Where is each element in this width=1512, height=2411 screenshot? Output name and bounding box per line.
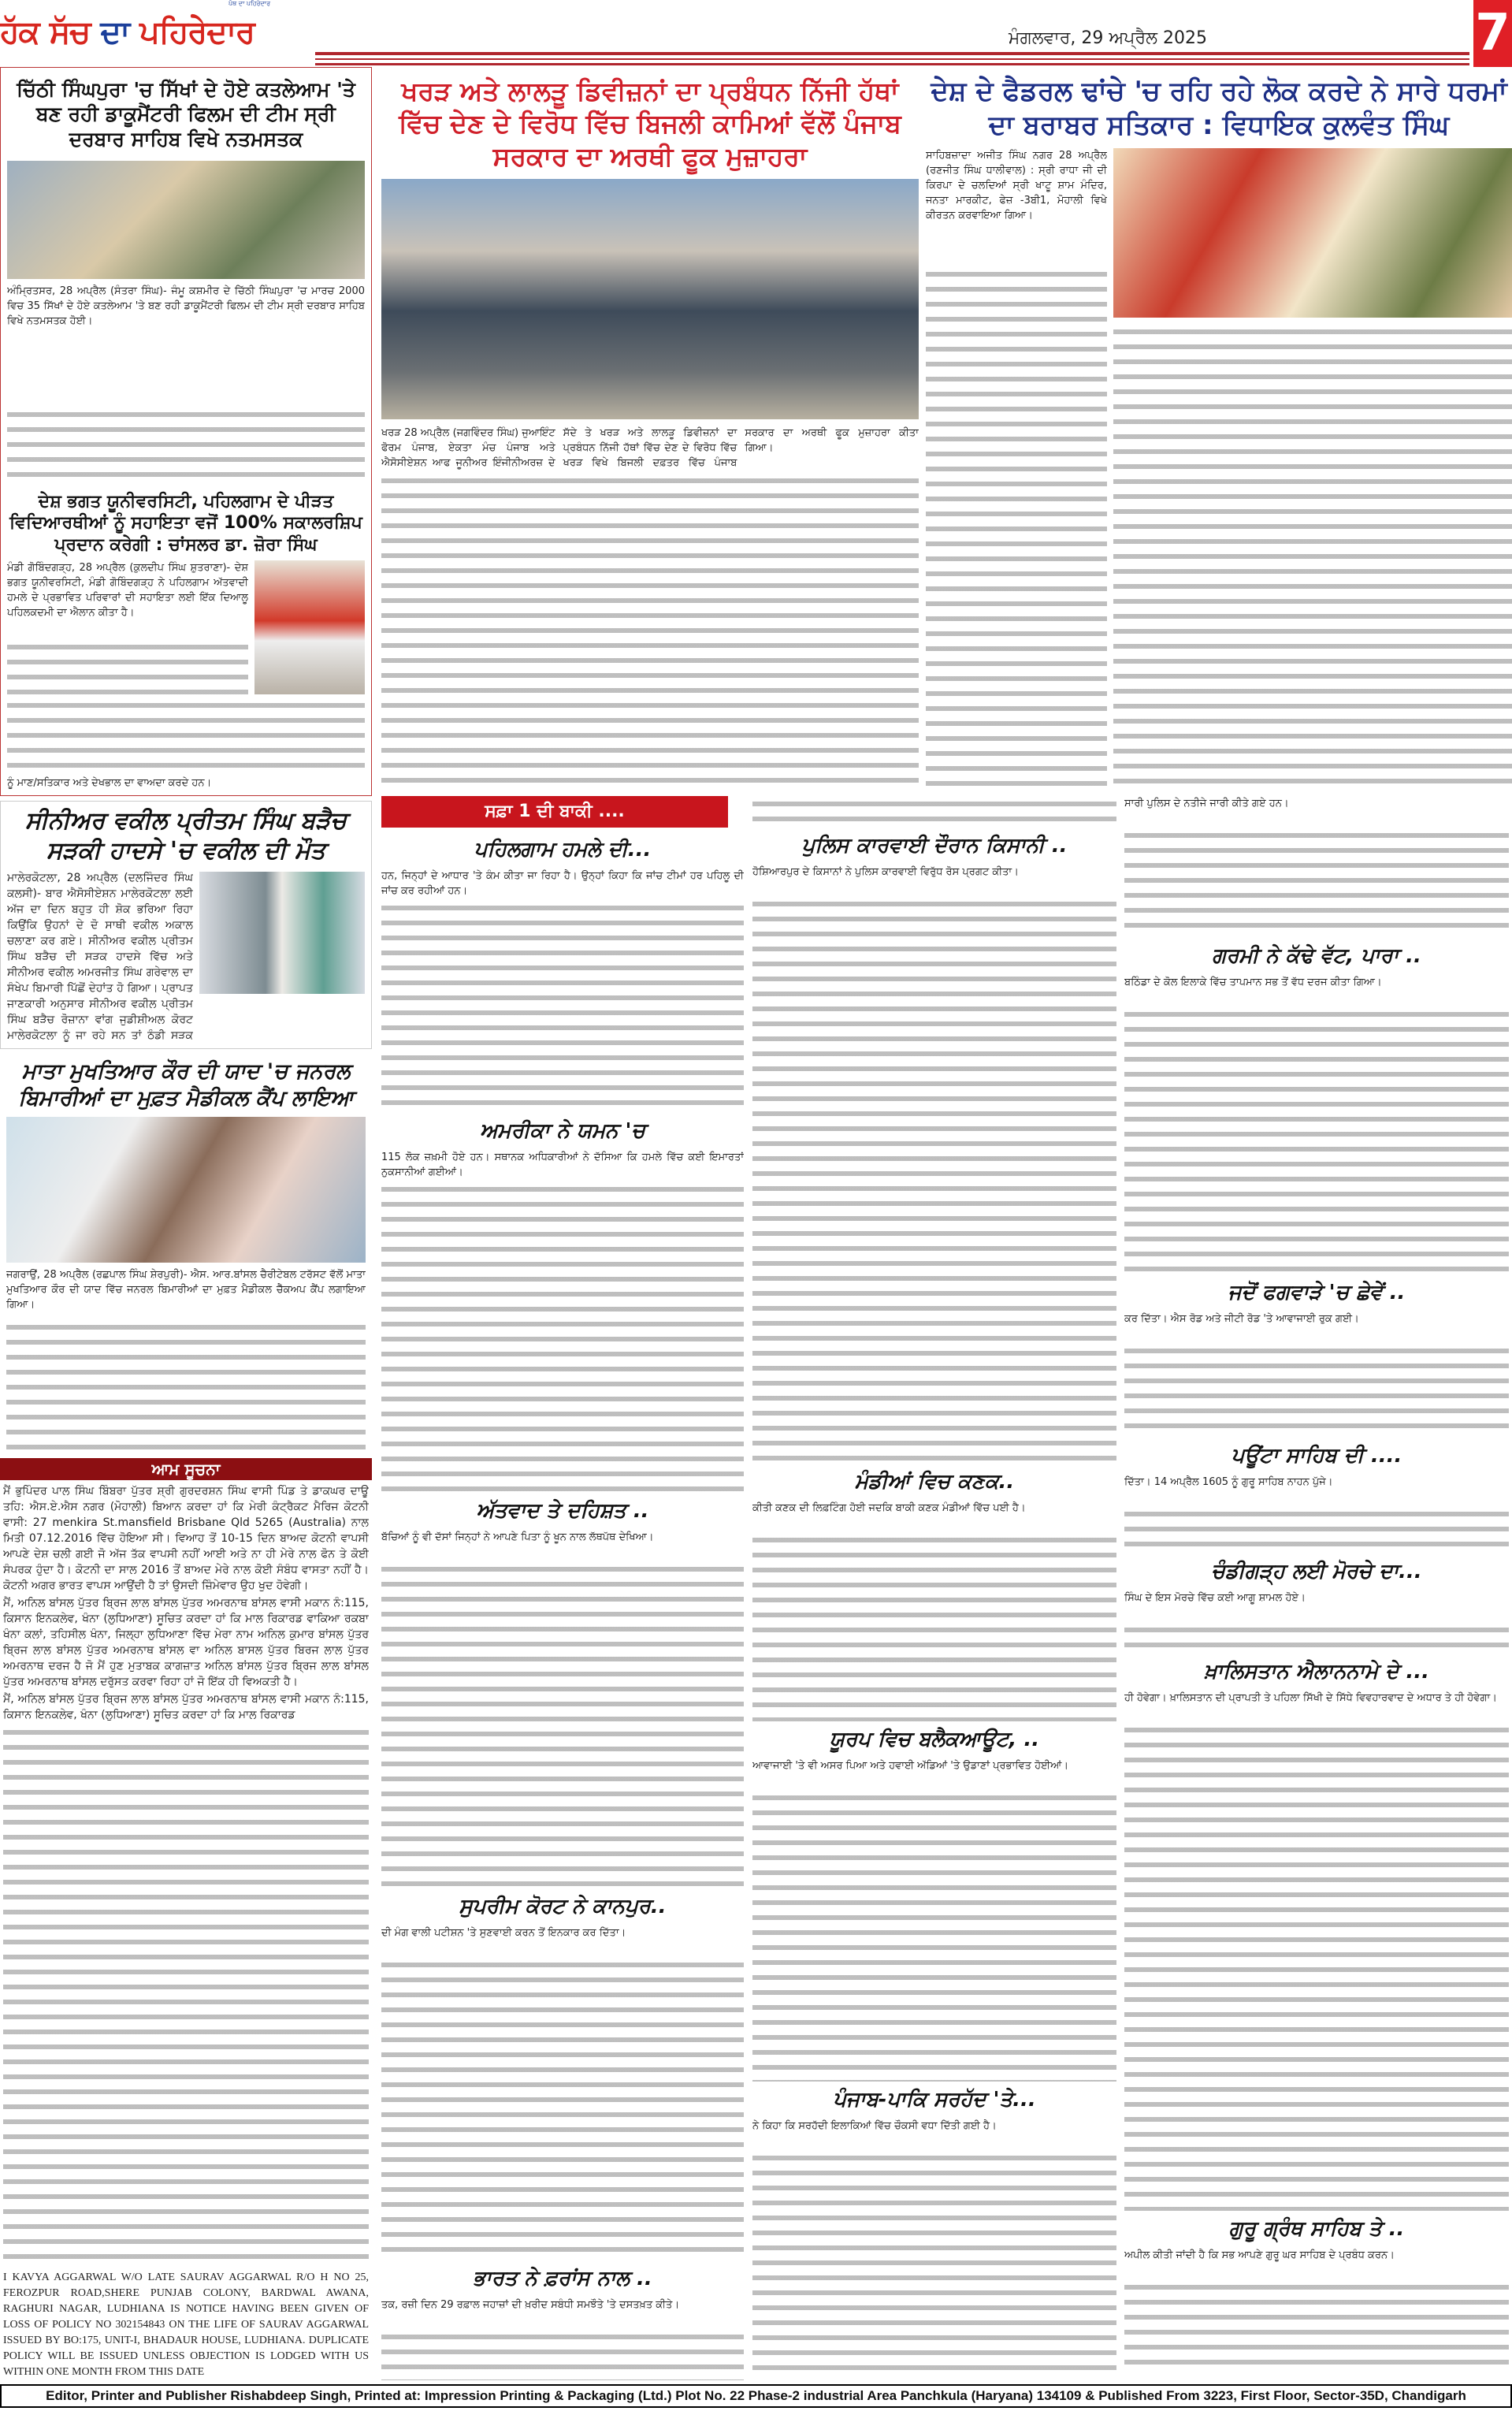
logo-text-right: ਪਹਿਰੇਦਾਰ <box>139 14 254 50</box>
story-text-continued <box>7 407 365 482</box>
divider <box>315 63 1469 65</box>
text-block-continued <box>381 900 744 1113</box>
continued-subheading: ਪੰਜਾਬ-ਪਾਕਿ ਸਰਹੱਦ 'ਤੇ... <box>833 2088 1036 2111</box>
continued-body: ਹੋਸ਼ਿਆਰਪੁਰ ਦੇ ਕਿਸਾਨਾਂ ਨੇ ਪੁਲਿਸ ਕਾਰਵਾਈ ਵਿਰੁੱਧ ਰੋਸ ਪ੍ਰਗਟ ਕੀਤਾ। <box>752 866 1019 878</box>
continued-subheading: ਚੰਡੀਗੜ੍ਹ ਲਈ ਮੋਰਚੇ ਦਾ... <box>1211 1560 1422 1583</box>
notice-item: ਮੈਂ, ਅਨਿਲ ਬਾਂਸਲ ਪੁੱਤਰ ਬ੍ਰਿਜ ਲਾਲ ਬਾਂਸਲ ਪੁੱਤਰ ਅਮਰਨਾਥ ਬਾਂਸਲ ਵਾਸੀ ਮਕਾਨ ਨੰ:115, ਕਿਸਾਨ ਇਨਕਲੇਵ, ਖੰਨਾ (ਲੁਧਿਆਣਾ) ਸੂਚਿਤ ਕਰਦਾ ਹਾਂ ਕਿ ਮਾਲ ਰਿਕਾਰਡ <box>3 1692 369 1721</box>
left-stories-box <box>0 67 372 796</box>
masthead-logo <box>0 13 284 52</box>
logo-text-mid: ਦਾ <box>100 14 130 50</box>
continued-body: 115 ਲੋਕ ਜ਼ਖ਼ਮੀ ਹੋਏ ਹਨ। ਸਥਾਨਕ ਅਧਿਕਾਰੀਆਂ ਨੇ ਦੱਸਿਆ ਕਿ ਹਮਲੇ ਵਿੱਚ ਕਈ ਇਮਾਰਤਾਂ ਨੁਕਸਾਨੀਆਂ ਗਈਆਂ। <box>381 1152 744 1178</box>
continued-subheading: ਗਰਮੀ ਨੇ ਕੱਢੇ ਵੱਟ, ਪਾਰਾ .. <box>1212 944 1421 968</box>
story-headline: ਦੇਸ਼ ਭਗਤ ਯੂਨੀਵਰਸਿਟੀ, ਪਹਿਲਗਾਮ ਦੇ ਪੀੜਤ ਵਿਦਿਆਰਥੀਆਂ ਨੂੰ ਸਹਾਇਤਾ ਵਜੋਂ 100% ਸਕਾਲਰਸ਼ਿਪ ਪ੍ਰਦਾਨ ਕਰੇਗੀ : ਚਾਂਸਲਰ ਡਾ. ਜ਼ੋਰਾ ਸਿੰਘ <box>9 491 362 555</box>
text-block-continued <box>1124 1343 1509 1438</box>
medical-camp-photo <box>6 1117 366 1263</box>
continued-body: ਬਠਿੰਡਾ ਦੇ ਕੋਲ ਇਲਾਕੇ ਵਿੱਚ ਤਾਪਮਾਨ ਸਭ ਤੋਂ ਵੱਧ ਦਰਜ ਕੀਤਾ ਗਿਆ। <box>1124 977 1382 988</box>
divider <box>315 58 1469 60</box>
continued-body: ਹੀ ਹੋਵੇਗਾ। ਖ਼ਾਲਿਸਤਾਨ ਦੀ ਪ੍ਰਾਪਤੀ ਤੇ ਪਹਿਲਾ ਸਿੱਖੀ ਦੇ ਸਿੱਧੇ ਵਿਵਹਾਰਵਾਦ ਦੇ ਅਧਾਰ ਤੇ ਹੀ ਹੋਵੇਗਾ। <box>1124 1692 1497 1704</box>
continued-subheading: ਪੁਲਿਸ ਕਾਰਵਾਈ ਦੌਰਾਨ ਕਿਸਾਨੀ .. <box>801 834 1068 858</box>
continued-body: ਬੱਚਿਆਂ ਨੂੰ ਵੀ ਦੱਸਾਂ ਜਿਨ੍ਹਾਂ ਨੇ ਆਪਣੇ ਪਿਤਾ ਨੂੰ ਖੂਨ ਨਾਲ ਲੱਥਪੱਥ ਦੇਖਿਆ। <box>381 1531 654 1543</box>
text-block-continued <box>381 1957 744 2260</box>
page-number: 7 <box>1473 0 1512 67</box>
text-block-continued <box>381 2329 744 2380</box>
story-text-continued <box>1113 324 1512 788</box>
story-text-continued <box>6 1319 366 1453</box>
continued-body: ਦੀ ਮੰਗ ਵਾਲੀ ਪਟੀਸ਼ਨ 'ਤੇ ਸੁਣਵਾਈ ਕਰਨ ਤੋਂ ਇਨਕਾਰ ਕਰ ਦਿੱਤਾ। <box>381 1927 626 1939</box>
continued-subheading: ਗੁਰੂ ਗ੍ਰੰਥ ਸਾਹਿਬ ਤੇ .. <box>1228 2217 1405 2241</box>
story-text-continued <box>7 698 365 772</box>
continued-body: ਕੀਤੀ ਕਣਕ ਦੀ ਲਿਫ਼ਟਿੰਗ ਹੋਈ ਜਦਕਿ ਬਾਕੀ ਕਣਕ ਮੰਡੀਆਂ ਵਿੱਚ ਪਈ ਹੈ। <box>752 1502 1026 1514</box>
continued-body: ਹਨ, ਜਿਨ੍ਹਾਂ ਦੇ ਆਧਾਰ 'ਤੇ ਕੰਮ ਕੀਤਾ ਜਾ ਰਿਹਾ ਹੈ। ਉਨ੍ਹਾਂ ਕਿਹਾ ਕਿ ਜਾਂਚ ਟੀਮਾਂ ਹਰ ਪਹਿਲੂ ਦੀ ਜਾਂਚ ਕਰ ਰਹੀਆਂ ਹਨ। <box>381 870 744 897</box>
notice-item: ਮੈਂ ਭੁਪਿੰਦਰ ਪਾਲ ਸਿੰਘ ਬਿੰਬਰਾ ਪੁੱਤਰ ਸ਼੍ਰੀ ਗੁਰਦਰਸ਼ਨ ਸਿੰਘ ਵਾਸੀ ਪਿੰਡ ਤੇ ਡਾਕਘਰ ਦਾਊ ਤਹਿ: ਐਸ.ਏ.ਐਸ ਨਗਰ (ਮੋਹਾਲੀ) ਬਿਆਨ ਕਰਦਾ ਹਾਂ ਕਿ ਮੇਰੀ ਕੰਟ੍ਰੈਕਟ ਮੈਰਿਜ ਕੋਟਨੀ ਵਾਸੀ: 27 menkira St.mansfield Brisbane Qld 5265 (Australia) ਨਾਲ ਮਿਤੀ 07.12.2016 ਵਿੱਚ ਹੋਇਆ ਸੀ। ਵਿਆਹ ਤੋਂ 10-15 ਦਿਨ ਬਾਅਦ ਕੋਟਨੀ ਵਾਪਸੀ ਆਪਣੇ ਦੇਸ਼ ਚਲੀ ਗਈ ਜੋ ਅੱਜ ਤੱਕ ਵਾਪਸੀ ਨਹੀਂ ਆਈ ਅਤੇ ਨਾ ਹੀ ਮੇਰੇ ਨਾਲ ਫੋਨ ਤੇ ਕੋਈ ਸੰਪਰਕ ਹੁੰਦਾ ਹੈ। ਕੋਟਨੀ ਦਾ ਸਾਲ 2016 ਤੋਂ ਬਾਅਦ ਮੇਰੇ ਨਾਲ ਕੋਈ ਸੰਬੰਧ ਵਾਸਤਾ ਨਹੀਂ ਹੈ। ਕੋਟਨੀ ਅਗਰ ਭਾਰਤ ਵਾਪਸ ਆਉਂਦੀ ਹੈ ਤਾਂ ਉਸਦੀ ਜ਼ਿੰਮੇਵਾਰ ਉਹ ਖੁਦ ਹੋਵੇਗੀ। <box>3 1484 369 1592</box>
continued-body: ਅਪੀਲ ਕੀਤੀ ਜਾਂਦੀ ਹੈ ਕਿ ਸਭ ਆਪਣੇ ਗੁਰੂ ਘਰ ਸਾਹਿਬ ਦੇ ਪ੍ਰਬੰਧ ਕਰਨ। <box>1124 2249 1395 2261</box>
continued-body: ਨੇ ਕਿਹਾ ਕਿ ਸਰਹੱਦੀ ਇਲਾਕਿਆਂ ਵਿੱਚ ਚੌਕਸੀ ਵਧਾ ਦਿੱਤੀ ਗਈ ਹੈ। <box>752 2120 997 2132</box>
mla-kulwant-story <box>926 75 1512 788</box>
continued-subheading: ਪਹਿਲਗਾਮ ਹਮਲੇ ਦੀ... <box>474 838 652 861</box>
story-headline: ਮਾਤਾ ਮੁਖਤਿਆਰ ਕੌਰ ਦੀ ਯਾਦ 'ਚ ਜਨਰਲ ਬਿਮਾਰੀਆਂ ਦਾ ਮੁਫ਼ਤ ਮੈਡੀਕਲ ਕੈਂਪ ਲਾਇਆ <box>18 1059 354 1111</box>
continued-body: ਦਿੱਤਾ। 14 ਅਪ੍ਰੈਲ 1605 ਨੂੰ ਗੁਰੂ ਸਾਹਿਬ ਨਾਹਨ ਪੁੱਜੇ। <box>1124 1476 1333 1488</box>
continued-column-b <box>752 796 1116 2380</box>
text-block-continued <box>381 1561 744 1888</box>
story-text-continued <box>381 473 919 788</box>
continued-subheading: ਅੱਤਵਾਦ ਤੇ ਦਹਿਸ਼ਤ .. <box>476 1499 649 1523</box>
electricity-protest-story <box>378 75 922 788</box>
story-body: ਜਗਰਾਉਂ, 28 ਅਪ੍ਰੈਲ (ਰਛਪਾਲ ਸਿੰਘ ਸ਼ੇਰਪੁਰੀ)- ਐਸ. ਆਰ.ਬਾਂਸਲ ਚੈਰੀਟੇਬਲ ਟਰੱਸਟ ਵੱਲੋਂ ਮਾਤਾ ਮੁਖਤਿਆਰ ਕੌਰ ਦੀ ਯਾਦ ਵਿੱਚ ਜਨਰਲ ਬਿਮਾਰੀਆਂ ਦਾ ਮੁਫ਼ਤ ਮੈਡੀਕਲ ਚੈੱਕਅਪ ਕੈਂਪ ਲਗਾਇਆ ਗਿਆ। <box>6 1268 366 1311</box>
chancellor-photo <box>254 560 365 694</box>
notice-item: ਮੈਂ, ਅਨਿਲ ਬਾਂਸਲ ਪੁੱਤਰ ਬ੍ਰਿਜ ਲਾਲ ਬਾਂਸਲ ਪੁੱਤਰ ਅਮਰਨਾਥ ਬਾਂਸਲ ਵਾਸੀ ਮਕਾਨ ਨੰ:115, ਕਿਸਾਨ ਇਨਕਲੇਵ, ਖੰਨਾ (ਲੁਧਿਆਣਾ) ਸੂਚਿਤ ਕਰਦਾ ਹਾਂ ਕਿ ਮਾਲ ਰਿਕਾਰਡ ਵਾਕਿਆ ਰਕਬਾ ਖੰਨਾ ਕਲਾਂ, ਤਹਿਸੀਲ ਖੰਨਾ, ਜਿਲ੍ਹਾ ਲੁਧਿਆਣਾ ਵਿੱਚ ਮੇਰਾ ਨਾਮ ਅਨਿਲ ਕੁਮਾਰ ਬਾਂਸਲ ਪੁੱਤਰ ਬ੍ਰਿਜ ਲਾਲ ਬਾਂਸਲ ਪੁੱਤਰ ਅਮਰਨਾਥ ਬਾਂਸਲ ਵਾ ਅਨਿਲ ਬਾਸਲ ਪੁੱਤਰ ਬਿਰਜ ਲਾਲ ਪੁੱਤਰ ਅਮਰਨਾਥ ਦਰਜ ਹੈ ਜੋ ਮੈਂ ਹੁਣ ਮੁਤਾਬਕ ਕਾਗਜ਼ਾਤ ਅਨਿਲ ਬਾਂਸਲ ਪੁੱਤਰ ਬ੍ਰਿਜ ਲਾਲ ਬਾਂਸਲ ਪੁੱਤਰ ਅਮਰਨਾਥ ਬਾਂਸਲ ਦਰੁੱਸਤ ਕਰਵਾ ਰਿਹਾ ਹਾਂ ਜੋ ਇੱਕ ਹੀ ਵਿਅਕਤੀ ਹੈ। <box>3 1596 369 1688</box>
medical-camp-story <box>0 1054 372 1458</box>
text-block-continued <box>1124 1506 1509 1553</box>
text-block-continued <box>1124 828 1509 938</box>
temple-event-photo <box>1113 148 1512 318</box>
story-headline: ਖਰੜ ਅਤੇ ਲਾਲੜੂ ਡਿਵੀਜ਼ਨਾਂ ਦਾ ਪ੍ਰਬੰਧਨ ਨਿੱਜੀ ਹੱਥਾਂ ਵਿੱਚ ਦੇਣ ਦੇ ਵਿਰੋਧ ਵਿੱਚ ਬਿਜਲੀ ਕਾਮਿਆਂ ਵੱਲੋਂ ਪੰਜਾਬ ਸਰਕਾਰ ਦਾ ਅਰਥੀ ਫੂਕ ਮੁਜ਼ਾਹਰਾ <box>399 76 901 172</box>
continued-column-c <box>1124 796 1509 2380</box>
public-notice-banner: ਆਮ ਸੂਚਨਾ <box>0 1458 372 1480</box>
protest-photo <box>381 179 919 419</box>
text-block-continued <box>1124 1622 1509 1654</box>
story-body: ਮੰਡੀ ਗੋਬਿੰਦਗੜ੍ਹ, 28 ਅਪ੍ਰੈਲ (ਕੁਲਦੀਪ ਸਿੰਘ ਸ਼ੁਤਰਾਣਾ)- ਦੇਸ਼ ਭਗਤ ਯੂਨੀਵਰਸਿਟੀ, ਮੰਡੀ ਗੋਬਿੰਦਗੜ੍ਹ ਨੇ ਪਹਿਲਗਾਮ ਅੱਤਵਾਦੀ ਹਮਲੇ ਦੇ ਪ੍ਰਭਾਵਿਤ ਪਰਿਵਾਰਾਂ ਦੀ ਸਹਾਇਤਾ ਲਈ ਇੱਕ ਦਿਆਲੂ ਪਹਿਲਕਦਮੀ ਦਾ ਐਲਾਨ ਕੀਤਾ ਹੈ। <box>7 562 248 619</box>
continued-subheading: ਅਮਰੀਕਾ ਨੇ ਯਮਨ 'ਚ <box>480 1119 645 1143</box>
story-body: ਮਾਲੇਰਕੋਟਲਾ, 28 ਅਪ੍ਰੈਲ (ਦਲਜਿੰਦਰ ਸਿੰਘ ਕਲਸੀ)- ਬਾਰ ਐਸੋਸੀਏਸ਼ਨ ਮਾਲੇਰਕੋਟਲਾ ਲਈ ਅੱਜ ਦਾ ਦਿਨ ਬਹੁਤ ਹੀ ਸ਼ੋਕ ਭਰਿਆ ਰਿਹਾ ਕਿਉਂਕਿ ਉਹਨਾਂ ਦੇ ਦੋ ਸਾਥੀ ਵਕੀਲ ਅਕਾਲ ਚਲਾਣਾ ਕਰ ਗਏ। ਸੀਨੀਅਰ ਵਕੀਲ ਪ੍ਰੀਤਮ ਸਿੰਘ ਬੜੈਚ ਦੀ ਸੜਕ ਹਾਦਸੇ ਵਿੱਚ ਅਤੇ ਸੀਨੀਅਰ ਵਕੀਲ ਅਮਰਜੀਤ ਸਿੰਘ ਗਰੇਵਾਲ ਦਾ ਸੰਖੇਪ ਬਿਮਾਰੀ ਪਿੱਛੋਂ ਦੇਹਾਂਤ ਹੋ ਗਿਆ। ਪ੍ਰਾਪਤ ਜਾਣਕਾਰੀ ਅਨੁਸਾਰ ਸੀਨੀਅਰ ਵਕੀਲ ਪ੍ਰੀਤਮ ਸਿੰਘ ਬੜੈਚ ਰੋਜ਼ਾਨਾ ਵਾਂਗ ਜੁਡੀਸ਼ੀਅਲ ਕੋਰਟ ਮਾਲੇਰਕੋਟਲਾ ਨੂੰ ਜਾ ਰਹੇ ਸਨ ਤਾਂ ਠੰਡੀ ਸੜਕ <box>7 872 193 1043</box>
continued-column-a <box>381 832 744 2380</box>
text-block-continued <box>1124 1006 1509 1274</box>
story-headline: ਦੇਸ਼ ਦੇ ਫੈਡਰਲ ਢਾਂਚੇ 'ਚ ਰਹਿ ਰਹੇ ਲੋਕ ਕਰਦੇ ਨੇ ਸਾਰੇ ਧਰਮਾਂ ਦਾ ਬਰਾਬਰ ਸਤਿਕਾਰ : ਵਿਧਾਇਕ ਕੁਲਵੰਤ ਸਿੰਘ <box>931 76 1507 141</box>
story-body: ਸਾਹਿਬਜ਼ਾਦਾ ਅਜੀਤ ਸਿੰਘ ਨਗਰ 28 ਅਪ੍ਰੈਲ (ਰਣਜੀਤ ਸਿੰਘ ਧਾਲੀਵਾਲ) : ਸ੍ਰੀ ਰਾਧਾ ਜੀ ਦੀ ਕਿਰਪਾ ਦੇ ਚਲਦਿਆਂ ਸ੍ਰੀ ਖਾਟੂ ਸ਼ਾਮ ਮੰਦਿਰ, ਜਨਤਾ ਮਾਰਕੀਟ, ਫੇਜ਼ -3ਬੀ1, ਮੋਹਾਲੀ ਵਿਖੇ ਕੀਰਤਨ ਕਰਵਾਇਆ ਗਿਆ। <box>926 150 1107 221</box>
continued-body: ਆਵਾਜਾਈ 'ਤੇ ਵੀ ਅਸਰ ਪਿਆ ਅਤੇ ਹਵਾਈ ਅੱਡਿਆਂ 'ਤੇ ਉਡਾਣਾਂ ਪ੍ਰਭਾਵਿਤ ਹੋਈਆਂ। <box>752 1760 1069 1772</box>
story-text-continued <box>7 639 248 694</box>
text-block-continued <box>1124 1722 1509 2211</box>
text-block-continued <box>381 1181 744 1493</box>
story-text-continued <box>926 266 1107 788</box>
continued-banner: ਸਫ਼ਾ 1 ਦੀ ਬਾਕੀ .... <box>381 796 728 828</box>
divider <box>315 52 1469 55</box>
story-body: ਅੰਮ੍ਰਿਤਸਰ, 28 ਅਪ੍ਰੈਲ (ਸੰਤਰਾ ਸਿੰਘ)- ਜੰਮੂ ਕਸ਼ਮੀਰ ਦੇ ਚਿੱਠੀ ਸਿੰਘਪੁਰਾ 'ਚ ਮਾਰਚ 2000 ਵਿਚ 35 ਸਿੱਖਾਂ ਦੇ ਹੋਏ ਕਤਲੇਆਮ 'ਤੇ ਬਣ ਰਹੀ ਡਾਕੂਮੈਂਟਰੀ ਫਿਲਮ ਦੀ ਟੀਮ ਸ੍ਰੀ ਦਰਬਾਰ ਸਾਹਿਬ ਵਿਖੇ ਨਤਮਸਤਕ ਹੋਈ। <box>7 285 365 327</box>
notice-text-continued <box>3 1725 369 2268</box>
story-photo <box>7 161 365 279</box>
lawyers-photo <box>199 872 365 994</box>
continued-subheading: ਪਊਂਟਾ ਸਾਹਿਬ ਦੀ .... <box>1231 1444 1402 1468</box>
text-block-continued <box>752 2150 1116 2380</box>
public-notices <box>0 1480 372 2380</box>
continued-body: ਸਾਰੀ ਪੁਲਿਸ ਦੇ ਨਤੀਜੇ ਜਾਰੀ ਕੀਤੇ ਗਏ ਹਨ। <box>1124 798 1289 809</box>
continued-body: ਤਕ, ਰਜ਼ੀ ਦਿਨ 29 ਰਫ਼ਾਲ ਜਹਾਜ਼ਾਂ ਦੀ ਖ਼ਰੀਦ ਸਬੰਧੀ ਸਮਝੌਤੇ 'ਤੇ ਦਸਤਖ਼ਤ ਕੀਤੇ। <box>381 2299 680 2311</box>
continued-body: ਕਰ ਦਿੱਤਾ। ਐਸ ਰੋਡ ਅਤੇ ਜੀਟੀ ਰੋਡ 'ਤੇ ਆਵਾਜਾਈ ਰੁਕ ਗਈ। <box>1124 1313 1359 1325</box>
continued-subheading: ਭਾਰਤ ਨੇ ਫ਼ਰਾਂਸ ਨਾਲ .. <box>473 2267 652 2290</box>
issue-date: ਮੰਗਲਵਾਰ, 29 ਅਪ੍ਰੈਲ 2025 <box>1009 28 1207 48</box>
continued-subheading: ਸੁਪਰੀਮ ਕੋਰਟ ਨੇ ਕਾਨਪੁਰ.. <box>459 1895 667 1918</box>
continued-subheading: ਜਦੋਂ ਫਗਵਾੜੇ 'ਚ ਛੇਵੇਂ .. <box>1228 1281 1406 1304</box>
lawyer-story <box>0 801 372 1049</box>
story-body-closing: ਨੂੰ ਮਾਣ/ਸਤਿਕਾਰ ਅਤੇ ਦੇਖਭਾਲ ਦਾ ਵਾਅਦਾ ਕਰਦੇ ਹਨ। <box>7 777 212 790</box>
left-column <box>0 67 372 2380</box>
text-block-continued <box>752 796 1116 828</box>
text-block-continued <box>752 1532 1116 1721</box>
imprint-footer: Editor, Printer and Publisher Rishabdeep Singh, Printed at: Impression Printing & Packaging (Ltd.) Plot No. 22 Phase-2 industrial Area Panchkula (Haryana) 134109 & Published From 3223, First Floor, Sector-35D, Chandigarh <box>0 2384 1512 2408</box>
continued-subheading: ਯੂਰਪ ਵਿਚ ਬਲੈਕਆਊਟ, .. <box>829 1728 1040 1751</box>
story-headline: ਸੀਨੀਅਰ ਵਕੀਲ ਪ੍ਰੀਤਮ ਸਿੰਘ ਬੜੈਚ ਸੜਕੀ ਹਾਦਸੇ 'ਚ ਵਕੀਲ ਦੀ ਮੌਤ <box>25 807 347 865</box>
text-block-continued <box>752 896 1116 1464</box>
logo-text-left: ਹੱਕ ਸੱਚ <box>0 14 91 50</box>
continued-body: ਸਿੰਘ ਦੇ ਇਸ ਮੋਰਚੇ ਵਿੱਚ ਕਈ ਆਗੂ ਸ਼ਾਮਲ ਹੋਏ। <box>1124 1592 1306 1604</box>
story-headline: ਚਿੱਠੀ ਸਿੰਘਪੁਰਾ 'ਚ ਸਿੱਖਾਂ ਦੇ ਹੋਏ ਕਤਲੇਆਮ 'ਤੇ ਬਣ ਰਹੀ ਡਾਕੂਮੈਂਟਰੀ ਫਿਲਮ ਦੀ ਟੀਮ ਸ੍ਰੀ ਦਰਬਾਰ ਸਾਹਿਬ ਵਿਖੇ ਨਤਮਸਤਕ <box>17 78 355 151</box>
notice-item: I KAVYA AGGARWAL W/O LATE SAURAV AGGARWAL R/O H NO 25, FEROZPUR ROAD,SHERE PUNJAB COLONY, BARDWAL AWANA, RAGHURI NAGAR, LUDHIANA IS NOTICE HAVING BEEN GIVEN OF LOSS OF POLICY NO 302154843 ON THE LIFE OF SAURAV AGGARWAL ISSUED BY BO:175, UNIT-I, BHADAUR HOUSE, LUDHIANA. DUPLICATE POLICY WILL BE ISSUED UNLESS OBJECTION IS LODGED WITH US WITHIN ONE MONTH FROM THIS DATE <box>3 2271 369 2378</box>
story-body: ਖਰੜ 28 ਅਪ੍ਰੈਲ (ਜਗਵਿੰਦਰ ਸਿੰਘ) ਜੁਆਇੰਟ ਫੋਰਮ ਪੰਜਾਬ, ਏਕਤਾ ਮੰਚ ਪੰਜਾਬ ਅਤੇ ਐਸੋਸੀਏਸ਼ਨ ਆਫ ਜੂਨੀਅਰ ਇੰਜੀਨੀਅਰਜ਼ ਦੇ ਸੱਦੇ ਤੇ ਖਰੜ ਅਤੇ ਲਾਲੜੂ ਡਿਵੀਜ਼ਨਾਂ ਦਾ ਪ੍ਰਬੰਧਨ ਨਿੱਜੀ ਹੱਥਾਂ ਵਿੱਚ ਦੇਣ ਦੇ ਵਿਰੋਧ ਵਿੱਚ ਖਰੜ ਵਿਖੇ ਬਿਜਲੀ ਦਫ਼ਤਰ ਵਿੱਚ ਪੰਜਾਬ ਸਰਕਾਰ ਦਾ ਅਰਥੀ ਫੂਕ ਮੁਜ਼ਾਹਰਾ ਕੀਤਾ ਗਿਆ। <box>381 426 919 469</box>
continued-subheading: ਖ਼ਾਲਿਸਤਾਨ ਐਲਾਨਨਾਮੇ ਦੇ ... <box>1204 1660 1429 1684</box>
logo-tagline: ਪੰਥ ਦਾ ਪਹਿਰੇਦਾਰ <box>228 0 271 7</box>
continued-subheading: ਮੰਡੀਆਂ ਵਿਚ ਕਣਕ.. <box>854 1470 1015 1494</box>
text-block-continued <box>752 1790 1116 2082</box>
text-block-continued <box>1124 2279 1509 2374</box>
